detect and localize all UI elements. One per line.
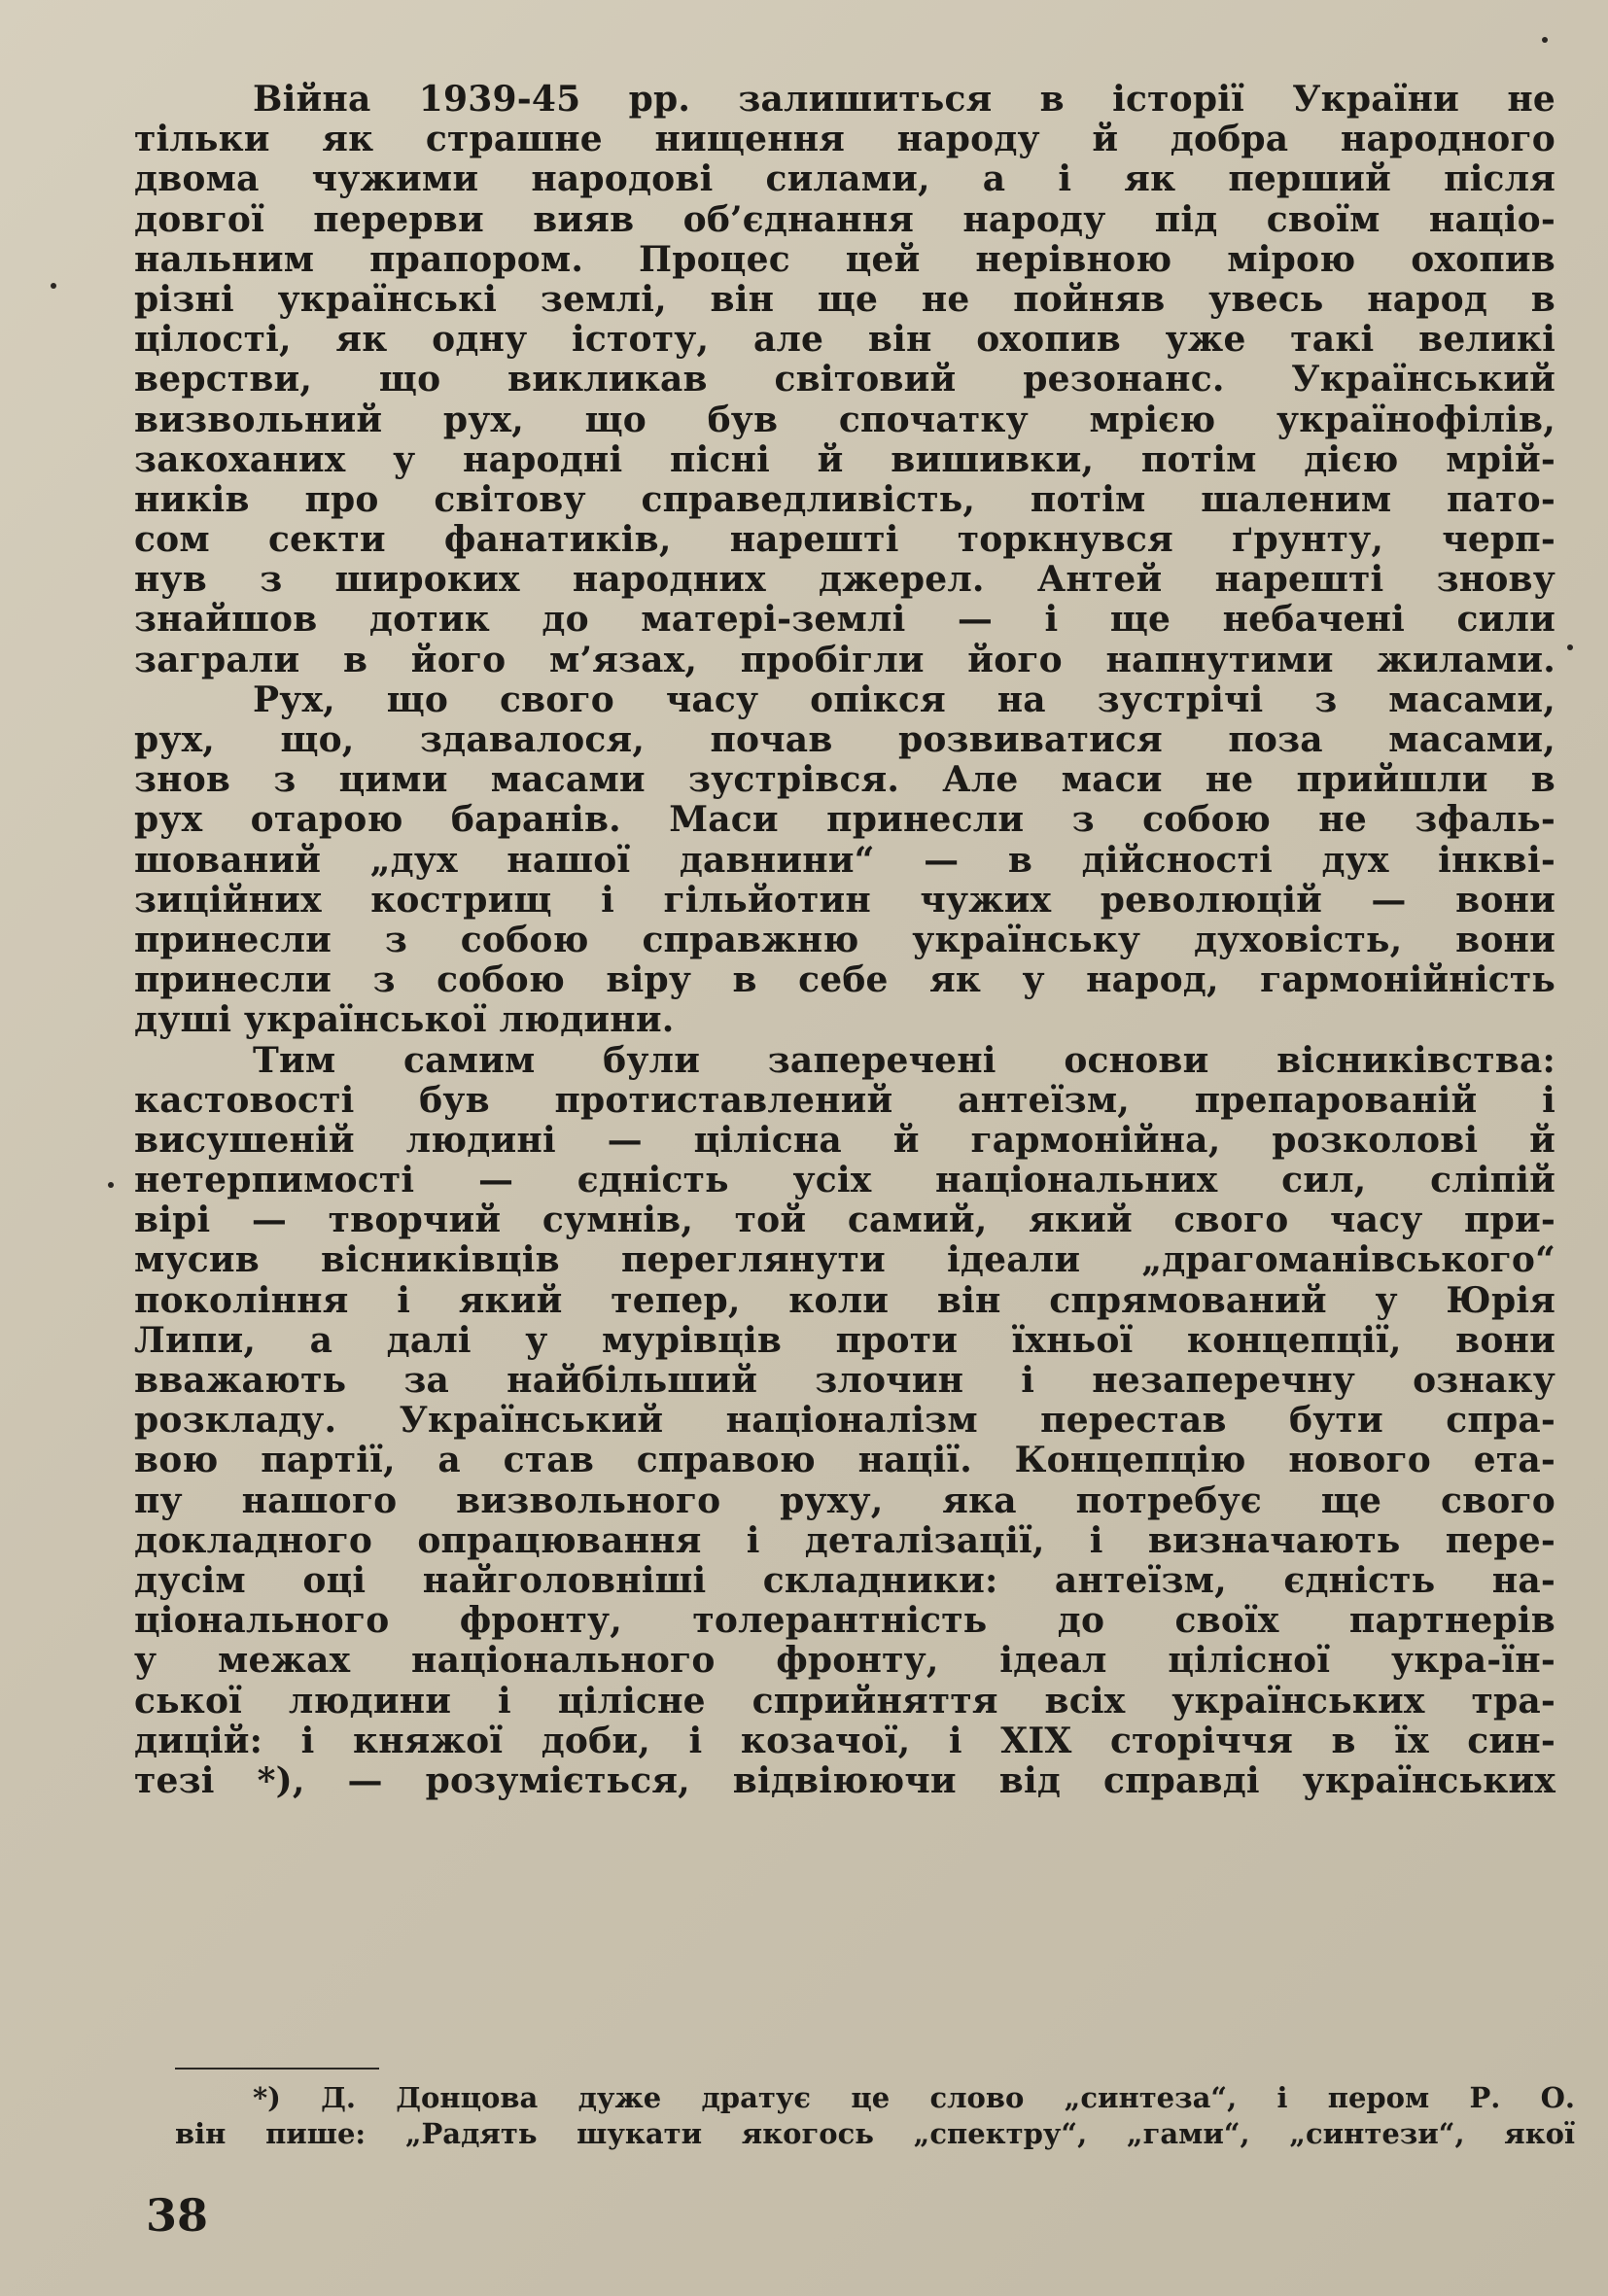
body-line: тільки як страшне нищення народу й добра народного	[134, 119, 1556, 160]
body-line: рух, що, здавалося, почав розвиватися поза масами,	[134, 719, 1556, 760]
body-line: дусім оці найголовніші складники: антеїзм, єдність на-	[134, 1559, 1556, 1601]
body-line: цілості, як одну істоту, але він охопив уже такі великі	[134, 319, 1556, 361]
body-line: Війна 1939-45 рр. залишиться в історії України не	[253, 79, 1556, 120]
footnote-divider	[175, 2068, 379, 2070]
body-line: докладного опрацювання і деталізації, і визначають пере-	[134, 1519, 1556, 1561]
body-line: знов з цими масами зустрівся. Але маси не прийшли в	[134, 759, 1556, 801]
body-line: визвольний рух, що був спочатку мрією українофілів,	[134, 399, 1556, 440]
body-line: ської людини і цілісне сприйняття всіх українських тра-	[134, 1680, 1556, 1722]
body-line: принесли з собою справжню українську духовість, вони	[134, 919, 1556, 960]
body-line: принесли з собою віру в себе як у народ, гармонійність	[134, 959, 1556, 1001]
body-line: сом секти фанатиків, нарешті торкнувся ґрунту, черп-	[134, 519, 1556, 561]
body-line: розкладу. Український націоналізм перестав бути спра-	[134, 1400, 1556, 1442]
body-line: покоління і який тепер, коли він спрямований у Юрія	[134, 1279, 1556, 1321]
body-line: мусив вісниківців переглянути ідеали „драгоманівського“	[134, 1239, 1556, 1281]
print-speck	[108, 1182, 114, 1188]
body-line: нув з широких народних джерел. Антей нарешті знову	[134, 559, 1556, 601]
body-line: вірі — творчий сумнів, той самий, який свого часу при-	[134, 1200, 1556, 1241]
print-speck	[1542, 37, 1548, 43]
body-line: двома чужими народові силами, а і як перший після	[134, 158, 1556, 200]
body-line: вою партії, а став справою нації. Концепцію нового ета-	[134, 1440, 1556, 1481]
body-line: довгої перерви вияв об’єднання народу під своїм націо-	[134, 198, 1556, 240]
body-line: душі української людини.	[134, 999, 675, 1041]
body-line: зиційних кострищ і гільйотин чужих революцій — вони	[134, 879, 1556, 921]
body-line: ників про світову справедливість, потім шаленим пато-	[134, 478, 1556, 520]
body-line: у межах національного фронту, ідеал цілісної укра-їн-	[134, 1640, 1556, 1682]
body-line: Тим самим були заперечені основи вісниківства:	[253, 1039, 1556, 1081]
footnote-line: *) Д. Донцова дуже дратує це слово „синтеза“, і пером Р. О.	[253, 2081, 1575, 2114]
body-line: ціонального фронту, толерантність до своїх партнерів	[134, 1600, 1556, 1642]
body-line: шований „дух нашої давнини“ — в дійсності дух інкві-	[134, 839, 1556, 881]
body-line: нальним прапором. Процес цей нерівною мірою охопив	[134, 238, 1556, 280]
body-line: знайшов дотик до матері-землі — і ще небачені сили	[134, 599, 1556, 641]
footnote-line: він пише: „Радять шукати якогось „спектру“, „гами“, „синтези“, якої	[175, 2117, 1575, 2150]
body-line: висушеній людині — цілісна й гармонійна, розколові й	[134, 1119, 1556, 1161]
footnote	[175, 2080, 1575, 2152]
body-line: різні українські землі, він ще не пойняв увесь народ в	[134, 278, 1556, 320]
body-line: Рух, що свого часу опікся на зустрічі з масами,	[253, 678, 1556, 720]
page-number: 38	[146, 2189, 209, 2242]
body-line: заграли в його м’язах, пробігли його напнутими жилами.	[134, 639, 1556, 680]
body-line: Липи, а далі у мурівців проти їхньої концепції, вони	[134, 1319, 1556, 1361]
print-speck	[51, 283, 56, 289]
body-line: пу нашого визвольного руху, яка потребує ще свого	[134, 1479, 1556, 1521]
body-line: кастовості був протиставлений антеїзм, препарованій і	[134, 1079, 1556, 1121]
body-line: вважають за найбільший злочин і незаперечну ознаку	[134, 1360, 1556, 1401]
print-speck	[1567, 644, 1573, 650]
body-line: закоханих у народні пісні й вишивки, потім дією мрій-	[134, 438, 1556, 480]
body-line: дицій: і княжої доби, і козачої, і XIX сторіччя в їх син-	[134, 1720, 1556, 1761]
body-line: тезі *), — розуміється, відвіюючи від справді українських	[134, 1759, 1556, 1801]
body-line: верстви, що викликав світовий резонанс. Український	[134, 359, 1556, 400]
body-line: нетерпимості — єдність усіх національних сил, сліпій	[134, 1160, 1556, 1201]
body-line: рух отарою баранів. Маси принесли з собою не зфаль-	[134, 799, 1556, 841]
body-text	[134, 80, 1556, 1801]
